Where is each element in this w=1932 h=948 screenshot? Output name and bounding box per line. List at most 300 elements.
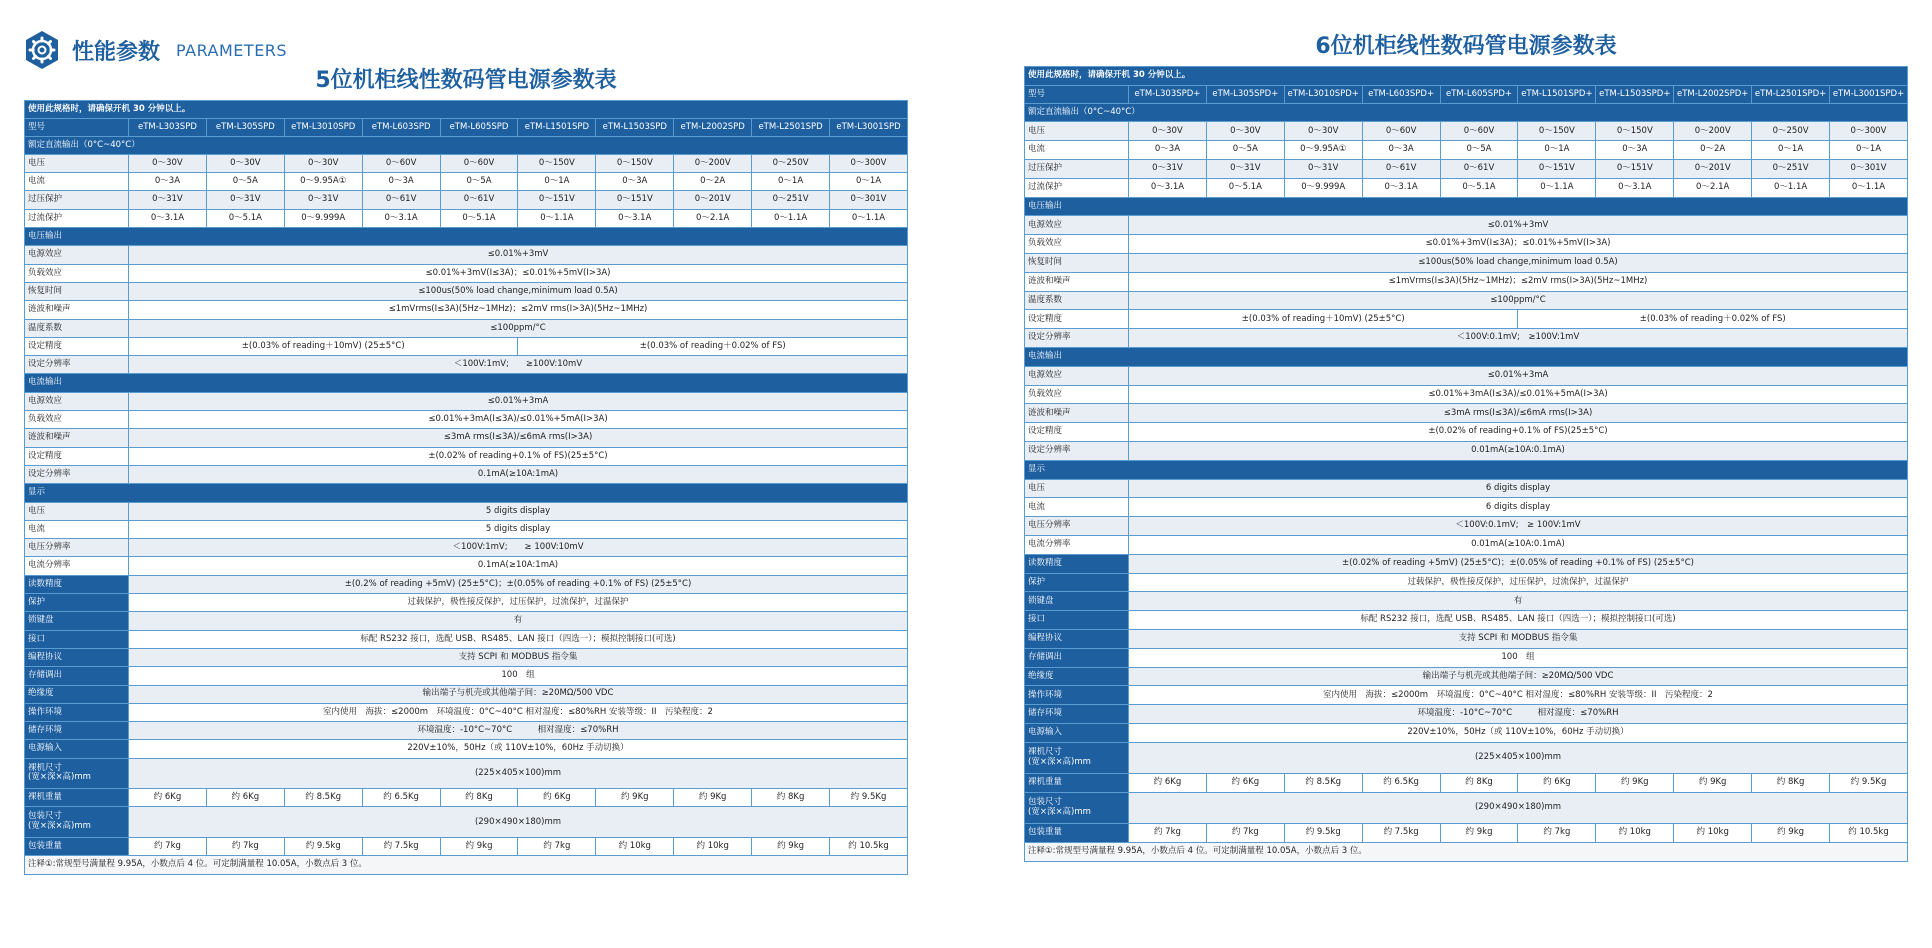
table-row: [25, 319, 908, 337]
current-row: [25, 173, 908, 191]
row-label: 电压分辨率: [1025, 517, 1129, 536]
ocp-cell: 0～2.1A: [674, 209, 752, 227]
row-label: 包装尺寸 (宽×深×高)mm: [25, 807, 129, 838]
current-cell: 0～1A: [752, 173, 830, 191]
weight-row: [25, 789, 908, 807]
weight-cell: 约 9.5Kg: [830, 789, 908, 807]
section-row: [1025, 460, 1908, 479]
row-value: ≤3mA rms(I≤3A)/≤6mA rms(I>3A): [1129, 404, 1908, 423]
voltage-cell: 0～30V: [1206, 122, 1284, 141]
row-label: 过流保护: [25, 209, 129, 227]
pack-weight-cell: 约 9kg: [1752, 824, 1830, 843]
spec-table: [1024, 66, 1908, 862]
ovp-cell: 0～151V: [1596, 159, 1674, 178]
model-cell: eTM-L303SPD: [129, 119, 207, 136]
ovp-row: [1025, 159, 1908, 178]
weight-row: [1025, 773, 1908, 792]
row-label: 电源效应: [25, 392, 129, 410]
voltage-cell: 0～30V: [129, 154, 207, 172]
row-value: 100 组: [1129, 648, 1908, 667]
section-title: 电压输出: [1025, 197, 1908, 216]
voltage-cell: 0～250V: [1752, 122, 1830, 141]
weight-cell: 约 6Kg: [206, 789, 284, 807]
row-label: 涟波和噪声: [25, 429, 129, 447]
section-row: [1025, 197, 1908, 216]
row-label: 保护: [25, 594, 129, 612]
current-cell: 0～2A: [674, 173, 752, 191]
row-label: 设定分辨率: [1025, 329, 1129, 348]
row-value: ≤0.01%+3mV: [1129, 216, 1908, 235]
row-label: 电源输入: [25, 740, 129, 758]
ovp-cell: 0～201V: [674, 191, 752, 209]
row-value: 220V±10%，50Hz（或 110V±10%，60Hz 手动切换）: [1129, 723, 1908, 742]
row-value: ≤100ppm/°C: [129, 319, 908, 337]
row-value: 220V±10%，50Hz（或 110V±10%，60Hz 手动切换）: [129, 740, 908, 758]
section-title: 显示: [25, 484, 908, 502]
model-row: [1025, 85, 1908, 103]
notice-text: 使用此规格时，请确保开机 30 分钟以上。: [1025, 67, 1908, 86]
table-row: [1025, 686, 1908, 705]
ocp-cell: 0～5.1A: [1206, 178, 1284, 197]
pack-weight-cell: 约 7kg: [206, 837, 284, 855]
section-row: [25, 484, 908, 502]
row-value: 有: [1129, 592, 1908, 611]
pack-weight-cell: 约 9kg: [440, 837, 518, 855]
ovp-cell: 0～61V: [362, 191, 440, 209]
table-row: [1025, 535, 1908, 554]
row-label: 存储调出: [1025, 648, 1129, 667]
row-label: 恢复时间: [1025, 253, 1129, 272]
row-value: ≤0.01%+3mV(I≤3A)；≤0.01%+5mV(I>3A): [129, 264, 908, 282]
row-label: 设定精度: [1025, 423, 1129, 442]
footnote: 注释①:常规型号满量程 9.95A，小数点后 4 位。可定制满量程 10.05A，小数点后 3 位。: [1025, 842, 1908, 861]
table-row: [1025, 629, 1908, 648]
notice-row: [1025, 67, 1908, 86]
current-cell: 0～3A: [129, 173, 207, 191]
row-value: ＜100V:1mV; ≥100V:10mV: [129, 356, 908, 374]
row-label: 锁键盘: [1025, 592, 1129, 611]
section-row: [1025, 103, 1908, 122]
model-cell: eTM-L3010SPD: [284, 119, 362, 136]
weight-cell: 约 9Kg: [1674, 773, 1752, 792]
current-cell: 0～9.95A①: [1284, 141, 1362, 160]
table-row: [1025, 554, 1908, 573]
ocp-row: [25, 209, 908, 227]
current-cell: 0～1A: [1518, 141, 1596, 160]
row-label: 编程协议: [1025, 629, 1129, 648]
weight-cell: 约 8Kg: [440, 789, 518, 807]
spec-table: [24, 100, 908, 875]
pack-weight-cell: 约 10.5kg: [1830, 824, 1908, 843]
ovp-cell: 0～201V: [1674, 159, 1752, 178]
row-label: 涟波和噪声: [25, 301, 129, 319]
row-value: 6 digits display: [1129, 498, 1908, 517]
row-value: 支持 SCPI 和 MODBUS 指令集: [1129, 629, 1908, 648]
section-row: [25, 228, 908, 246]
row-label: 电压: [25, 154, 129, 172]
table-row: [25, 575, 908, 593]
ovp-cell: 0～151V: [596, 191, 674, 209]
pack-weight-cell: 约 7kg: [1129, 824, 1207, 843]
row-label: 负载效应: [25, 411, 129, 429]
ocp-cell: 0～9.999A: [284, 209, 362, 227]
ovp-cell: 0～31V: [1284, 159, 1362, 178]
pack-weight-cell: 约 10kg: [596, 837, 674, 855]
ovp-cell: 0～31V: [1129, 159, 1207, 178]
current-cell: 0～9.95A①: [284, 173, 362, 191]
model-label: 型号: [1025, 85, 1129, 103]
row-value: 标配 RS232 接口，选配 USB、RS485、LAN 接口（四选一）；模拟控制接口(可选): [1129, 611, 1908, 630]
table-title: 5位机柜线性数码管电源参数表: [315, 68, 617, 93]
pack-weight-cell: 约 10.5kg: [830, 837, 908, 855]
table-row: [25, 282, 908, 300]
row-label: 设定分辨率: [1025, 441, 1129, 460]
ocp-cell: 0～3.1A: [129, 209, 207, 227]
row-value: ±(0.03% of reading＋0.02% of FS): [518, 337, 908, 355]
row-value: 0.01mA(≥10A:0.1mA): [1129, 535, 1908, 554]
row-value: ±(0.03% of reading＋10mV) (25±5°C): [1129, 310, 1518, 329]
ovp-cell: 0～61V: [440, 191, 518, 209]
table-row: [1025, 404, 1908, 423]
row-label: 接口: [25, 630, 129, 648]
weight-cell: 约 8.5Kg: [1284, 773, 1362, 792]
row-label: 负载效应: [25, 264, 129, 282]
row-label: 设定分辨率: [25, 356, 129, 374]
section-subtitle: PARAMETERS: [176, 40, 288, 60]
row-value: ±(0.03% of reading＋10mV) (25±5°C): [129, 337, 518, 355]
row-value: ±(0.02% of reading+0.1% of FS)(25±5°C): [1129, 423, 1908, 442]
ocp-row: [1025, 178, 1908, 197]
ovp-cell: 0～301V: [1830, 159, 1908, 178]
table-row: [25, 557, 908, 575]
row-label: 过压保护: [1025, 159, 1129, 178]
table-row: [1025, 385, 1908, 404]
row-value: ≤100us(50% load change,minimum load 0.5A): [129, 282, 908, 300]
table-row: [25, 264, 908, 282]
current-cell: 0～3A: [596, 173, 674, 191]
row-value: 100 组: [129, 667, 908, 685]
ovp-cell: 0～251V: [1752, 159, 1830, 178]
table-row: [25, 703, 908, 721]
table-row: [25, 392, 908, 410]
row-value: 5 digits display: [129, 520, 908, 538]
row-label: 接口: [1025, 611, 1129, 630]
row-label: 电流分辨率: [25, 557, 129, 575]
row-value: ≤0.01%+3mV(I≤3A)；≤0.01%+5mV(I>3A): [1129, 235, 1908, 254]
row-label: 裸机尺寸 (宽×深×高)mm: [1025, 742, 1129, 773]
weight-cell: 约 9Kg: [1596, 773, 1674, 792]
model-cell: eTM-L603SPD+: [1362, 85, 1440, 103]
row-label: 电源输入: [1025, 723, 1129, 742]
table-6-digit: [1024, 28, 1908, 862]
row-value: ±(0.02% of reading +5mV) (25±5°C)；±(0.05% of reading +0.1% of FS) (25±5°C): [1129, 554, 1908, 573]
current-cell: 0～3A: [1362, 141, 1440, 160]
ovp-cell: 0～301V: [830, 191, 908, 209]
ocp-cell: 0～1.1A: [752, 209, 830, 227]
row-value: 6 digits display: [1129, 479, 1908, 498]
section-title: 电流输出: [25, 374, 908, 392]
ovp-cell: 0～251V: [752, 191, 830, 209]
ocp-cell: 0～1.1A: [830, 209, 908, 227]
pack-weight-row: [1025, 824, 1908, 843]
weight-cell: 约 6Kg: [518, 789, 596, 807]
row-label: 储存环境: [1025, 705, 1129, 724]
row-value: ≤3mA rms(I≤3A)/≤6mA rms(I>3A): [129, 429, 908, 447]
ocp-cell: 0～1.1A: [1752, 178, 1830, 197]
row-label: 电源效应: [25, 246, 129, 264]
model-cell: eTM-L605SPD: [440, 119, 518, 136]
table-row: [1025, 310, 1908, 329]
row-label: 电流: [1025, 141, 1129, 160]
pack-weight-cell: 约 10kg: [674, 837, 752, 855]
row-label: 裸机尺寸 (宽×深×高)mm: [25, 758, 129, 789]
ovp-cell: 0～151V: [518, 191, 596, 209]
table-row: [25, 447, 908, 465]
current-cell: 0～3A: [362, 173, 440, 191]
row-value: ≤1mVrms(I≤3A)(5Hz~1MHz)；≤2mV rms(I>3A)(5Hz~1MHz): [129, 301, 908, 319]
pack-size-row: [25, 807, 908, 838]
table-row: [25, 356, 908, 374]
table-row: [1025, 667, 1908, 686]
voltage-cell: 0～60V: [1440, 122, 1518, 141]
row-value: ≤100us(50% load change,minimum load 0.5A): [1129, 253, 1908, 272]
voltage-cell: 0～300V: [830, 154, 908, 172]
section-title: 电压输出: [25, 228, 908, 246]
weight-cell: 约 6Kg: [129, 789, 207, 807]
row-label: 包装重量: [25, 837, 129, 855]
table-row: [1025, 479, 1908, 498]
table-row: [1025, 329, 1908, 348]
model-cell: eTM-L1501SPD: [518, 119, 596, 136]
voltage-cell: 0～250V: [752, 154, 830, 172]
row-value: 环境温度：-10°C~70°C 相对湿度：≤70%RH: [129, 722, 908, 740]
ocp-cell: 0～2.1A: [1674, 178, 1752, 197]
section-row: [1025, 347, 1908, 366]
model-cell: eTM-L3001SPD: [830, 119, 908, 136]
ovp-cell: 0～31V: [284, 191, 362, 209]
table-row: [25, 594, 908, 612]
pack-weight-cell: 约 7kg: [518, 837, 596, 855]
row-label: 操作环境: [1025, 686, 1129, 705]
table-row: [1025, 498, 1908, 517]
row-label: 包装重量: [1025, 824, 1129, 843]
notice-row: [25, 101, 908, 119]
row-value: ≤0.01%+3mA: [129, 392, 908, 410]
pack-weight-cell: 约 7kg: [129, 837, 207, 855]
model-cell: eTM-L2501SPD+: [1752, 85, 1830, 103]
model-cell: eTM-L303SPD+: [1129, 85, 1207, 103]
weight-cell: 约 8Kg: [1440, 773, 1518, 792]
table-row: [25, 539, 908, 557]
row-value: ＜100V:1mV; ≥ 100V:10mV: [129, 539, 908, 557]
section-title: 性能参数: [72, 39, 161, 65]
row-label: 存储调出: [25, 667, 129, 685]
voltage-cell: 0～150V: [596, 154, 674, 172]
pack-weight-cell: 约 10kg: [1674, 824, 1752, 843]
note-row: [25, 856, 908, 874]
table-row: [25, 520, 908, 538]
weight-cell: 约 8.5Kg: [284, 789, 362, 807]
row-value: ±(0.2% of reading +5mV) (25±5°C)；±(0.05% of reading +0.1% of FS) (25±5°C): [129, 575, 908, 593]
model-cell: eTM-L2002SPD: [674, 119, 752, 136]
pack-weight-cell: 约 9.5kg: [284, 837, 362, 855]
current-cell: 0～3A: [1596, 141, 1674, 160]
voltage-cell: 0～60V: [1362, 122, 1440, 141]
model-label: 型号: [25, 119, 129, 136]
table-row: [1025, 723, 1908, 742]
row-label: 编程协议: [25, 648, 129, 666]
table-row: [1025, 235, 1908, 254]
row-value: 过载保护，极性接反保护，过压保护，过流保护，过温保护: [1129, 573, 1908, 592]
table-row: [1025, 272, 1908, 291]
row-label: 绝缘度: [25, 685, 129, 703]
row-label: 绝缘度: [1025, 667, 1129, 686]
pack-weight-cell: 约 9kg: [752, 837, 830, 855]
ovp-cell: 0～31V: [1206, 159, 1284, 178]
current-cell: 0～1A: [1752, 141, 1830, 160]
row-label: 读数精度: [1025, 554, 1129, 573]
row-value: 室内使用 海拔：≤2000m 环境温度：0°C~40°C 相对湿度：≤80%RH 安装等级：II 污染程度：2: [1129, 686, 1908, 705]
pack-weight-cell: 约 7.5kg: [1362, 824, 1440, 843]
model-cell: eTM-L305SPD: [206, 119, 284, 136]
weight-cell: 约 6.5Kg: [362, 789, 440, 807]
row-label: 过流保护: [1025, 178, 1129, 197]
row-label: 过压保护: [25, 191, 129, 209]
section-title: 额定直流输出（0°C~40°C）: [1025, 103, 1908, 122]
model-cell: eTM-L305SPD+: [1206, 85, 1284, 103]
weight-cell: 约 6Kg: [1518, 773, 1596, 792]
table-row: [1025, 592, 1908, 611]
voltage-cell: 0～200V: [1674, 122, 1752, 141]
row-value: ≤0.01%+3mA: [1129, 366, 1908, 385]
size-row: [1025, 742, 1908, 773]
table-title: 6位机柜线性数码管电源参数表: [1315, 34, 1617, 59]
row-label: 裸机重量: [1025, 773, 1129, 792]
voltage-cell: 0～60V: [362, 154, 440, 172]
ovp-cell: 0～61V: [1440, 159, 1518, 178]
model-cell: eTM-L3010SPD+: [1284, 85, 1362, 103]
row-value: ≤0.01%+3mV: [129, 246, 908, 264]
current-cell: 0～3A: [1129, 141, 1207, 160]
section-row: [25, 374, 908, 392]
row-label: 电源效应: [1025, 366, 1129, 385]
pack-weight-cell: 约 10kg: [1596, 824, 1674, 843]
row-label: 温度系数: [1025, 291, 1129, 310]
size-row: [25, 758, 908, 789]
ocp-cell: 0～3.1A: [1362, 178, 1440, 197]
row-label: 涟波和噪声: [1025, 272, 1129, 291]
table-row: [25, 685, 908, 703]
footnote: 注释①:常规型号满量程 9.95A，小数点后 4 位。可定制满量程 10.05A，小数点后 3 位。: [25, 856, 908, 874]
table-row: [1025, 573, 1908, 592]
row-label: 涟波和噪声: [1025, 404, 1129, 423]
row-label: 负载效应: [1025, 385, 1129, 404]
pack-weight-cell: 约 7kg: [1206, 824, 1284, 843]
current-cell: 0～5A: [206, 173, 284, 191]
voltage-cell: 0～30V: [1129, 122, 1207, 141]
row-label: 电流: [25, 173, 129, 191]
row-value: ≤0.01%+3mA(I≤3A)/≤0.01%+5mA(I>3A): [129, 411, 908, 429]
pack-size-row: [1025, 792, 1908, 823]
row-label: 电压分辨率: [25, 539, 129, 557]
table-row: [25, 465, 908, 483]
model-cell: eTM-L605SPD+: [1440, 85, 1518, 103]
table-row: [1025, 291, 1908, 310]
ocp-cell: 0～1.1A: [518, 209, 596, 227]
table-row: [25, 740, 908, 758]
row-value: 0.1mA(≥10A:1mA): [129, 465, 908, 483]
current-cell: 0～1A: [518, 173, 596, 191]
voltage-cell: 0～300V: [1830, 122, 1908, 141]
row-value: ±(0.02% of reading+0.1% of FS)(25±5°C): [129, 447, 908, 465]
weight-cell: 约 8Kg: [752, 789, 830, 807]
table-row: [25, 246, 908, 264]
table-row: [25, 667, 908, 685]
table-row: [25, 612, 908, 630]
section-row: [25, 136, 908, 154]
row-label: 设定精度: [1025, 310, 1129, 329]
weight-cell: 约 9Kg: [674, 789, 752, 807]
row-label: 储存环境: [25, 722, 129, 740]
model-cell: eTM-L2501SPD: [752, 119, 830, 136]
row-label: 设定精度: [25, 447, 129, 465]
row-label: 锁键盘: [25, 612, 129, 630]
model-cell: eTM-L1501SPD+: [1518, 85, 1596, 103]
row-value: (225×405×100)mm: [129, 758, 908, 789]
row-label: 设定精度: [25, 337, 129, 355]
row-value: ≤100ppm/°C: [1129, 291, 1908, 310]
row-value: 0.1mA(≥10A:1mA): [129, 557, 908, 575]
row-value: (290×490×180)mm: [1129, 792, 1908, 823]
row-label: 电流: [25, 520, 129, 538]
table-row: [25, 301, 908, 319]
table-row: [1025, 648, 1908, 667]
table-row: [25, 722, 908, 740]
ovp-cell: 0～61V: [1362, 159, 1440, 178]
ocp-cell: 0～5.1A: [440, 209, 518, 227]
weight-cell: 约 9Kg: [596, 789, 674, 807]
weight-cell: 约 9.5Kg: [1830, 773, 1908, 792]
pack-weight-cell: 约 9kg: [1440, 824, 1518, 843]
row-label: 电流分辨率: [1025, 535, 1129, 554]
voltage-cell: 0～30V: [1284, 122, 1362, 141]
voltage-cell: 0～60V: [440, 154, 518, 172]
row-value: 标配 RS232 接口，选配 USB、RS485、LAN 接口（四选一）；模拟控制接口(可选): [129, 630, 908, 648]
table-row: [25, 429, 908, 447]
row-value: 输出端子与机壳或其他端子间：≥20MΩ/500 VDC: [129, 685, 908, 703]
current-cell: 0～2A: [1674, 141, 1752, 160]
table-row: [25, 630, 908, 648]
current-cell: 0～5A: [1440, 141, 1518, 160]
row-label: 恢复时间: [25, 282, 129, 300]
current-cell: 0～1A: [830, 173, 908, 191]
model-row: [25, 119, 908, 136]
model-cell: eTM-L3001SPD+: [1830, 85, 1908, 103]
row-value: ＜100V:0.1mV; ≥100V:1mV: [1129, 329, 1908, 348]
table-row: [1025, 517, 1908, 536]
note-row: [1025, 842, 1908, 861]
table-row: [25, 337, 908, 355]
model-cell: eTM-L1503SPD: [596, 119, 674, 136]
section-title: 显示: [1025, 460, 1908, 479]
row-label: 电压: [25, 502, 129, 520]
current-cell: 0～5A: [440, 173, 518, 191]
voltage-cell: 0～150V: [1518, 122, 1596, 141]
weight-cell: 约 6Kg: [1129, 773, 1207, 792]
table-row: [1025, 216, 1908, 235]
voltage-cell: 0～150V: [518, 154, 596, 172]
row-value: (225×405×100)mm: [1129, 742, 1908, 773]
